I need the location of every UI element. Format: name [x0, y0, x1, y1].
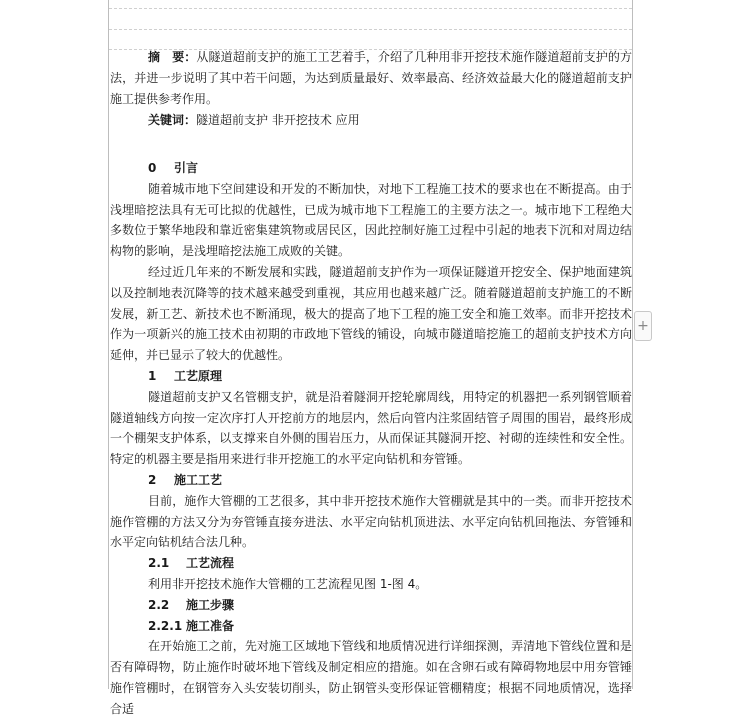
- subsection-heading: [110, 553, 632, 574]
- body-paragraph: 经过近几年来的不断发展和实践，隧道超前支护作为一项保证隧道开挖安全、保护地面建筑以及控制地表沉降等的技术越来越受到重视，其应用也越来越广泛。随着隧道超前支护施工的不断发展，新工艺、新技术也不断涌现，极大的提高了地下工程的施工安全和施工效率。而非开挖技术作为一项新兴的施工技术由初期的市政地下管线的铺设，向城市隧道暗挖施工的超前支护技术方向延伸，并已显示了较大的优越性。: [110, 264, 632, 363]
- section-title: 工艺原理: [174, 368, 223, 383]
- blank-line: [110, 131, 632, 152]
- header-guide-line: [109, 8, 632, 9]
- body-paragraph: 利用非开挖技术施作大管棚的工艺流程见图 1-图 4。: [148, 576, 428, 591]
- add-button[interactable]: [634, 311, 652, 341]
- body-paragraph: 目前，施作大管棚的工艺很多，其中非开挖技术施作大管棚就是其中的一类。而非开挖技术施作管棚的方法又分为夯管锤直接夯进法、水平定向钻机顶进法、水平定向钻机回拖法、夯管锤和水平定向钻机结合法几种。: [110, 493, 632, 550]
- section-number: 1: [148, 368, 157, 383]
- abstract-paragraph: [110, 47, 632, 109]
- section-number: 0: [148, 160, 157, 175]
- section-number: 2.2.1: [148, 618, 183, 633]
- section-title: 施工工艺: [174, 472, 223, 487]
- page-border-right: [632, 0, 633, 689]
- keywords-text: 隧道超前支护 非开挖技术 应用: [196, 113, 360, 128]
- section-number: 2.1: [148, 556, 170, 571]
- section-title: 工艺流程: [186, 556, 235, 571]
- keywords-label: 关键词：: [148, 113, 197, 128]
- abstract-label: 摘 要：: [148, 50, 197, 64]
- header-guide-line: [109, 29, 632, 30]
- section-heading: [110, 158, 632, 179]
- page-border-left: [108, 0, 109, 689]
- body-paragraph: 随着城市地下空间建设和开发的不断加快，对地下工程施工技术的要求也在不断提高。由于浅埋暗挖法具有无可比拟的优越性，已成为城市地下工程施工的主要方法之一。城市地下工程绝大多数位于繁华地段和靠近密集建筑物或居民区，因此控制好施工过程中引起的地表下沉和对周边结构物的影响，是浅埋暗挖法施工成败的关键。: [110, 181, 632, 259]
- body-paragraph: 隧道超前支护又名管棚支护，就是沿着隧洞开挖轮廓周线，用特定的机器把一系列钢管顺着隧道轴线方向按一定次序打人开挖前方的地层内，然后向管内注浆固结管子周围的围岩，最终形成一个棚架支护体系，以支撑来自外侧的围岩压力，从而保证其隧洞开挖、衬砌的连续性和安全性。特定的机器主要是指用来进行非开挖施工的水平定向钻机和夯管锤。: [110, 389, 632, 467]
- section-title: 施工步骤: [186, 597, 235, 612]
- document-body: [110, 47, 632, 720]
- section-title: 施工准备: [186, 618, 235, 633]
- subsection-heading: [110, 595, 632, 616]
- section-number: 2: [148, 472, 157, 487]
- body-paragraph: 在开始施工之前，先对施工区域地下管线和地质情况进行详细探测，弄清地下管线位置和是否有障碍物，防止施作时破坏地下管线及制定相应的措施。如在含卵石或有障碍物地层中用夯管锤施作管棚时，在钢管夯入头安装切削头，防止钢管头变形保证管棚精度；根据不同地质情况，选择合适: [110, 639, 632, 716]
- section-heading: [110, 470, 632, 491]
- abstract-text: 从隧道超前支护的施工工艺着手，介绍了几种用非开挖技术施作隧道超前支护的方法，并进一步说明了其中若干问题，为达到质量最好、效率最高、经济效益最大化的隧道超前支护施工提供参考作用。: [110, 50, 632, 106]
- subsubsection-heading: [110, 616, 632, 637]
- section-number: 2.2: [148, 597, 170, 612]
- section-heading: [110, 366, 632, 387]
- section-title: 引言: [174, 160, 199, 175]
- plus-icon: +: [637, 318, 649, 334]
- keywords-paragraph: [110, 110, 632, 131]
